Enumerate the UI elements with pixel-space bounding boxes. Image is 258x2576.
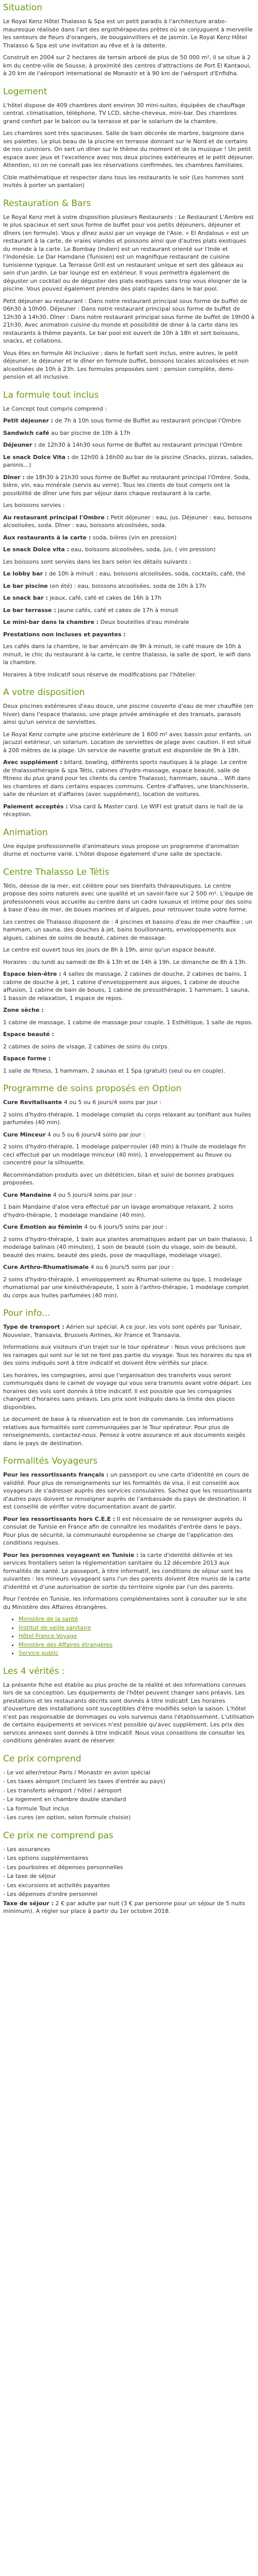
paragraph	[3, 570, 255, 578]
paragraph-lead: Le bar terrasse :	[3, 606, 56, 614]
section-heading: La formule tout inclus	[3, 389, 99, 400]
paragraph-lead: Espace beauté :	[3, 1031, 54, 1038]
section-heading: Les 4 vérités :	[3, 1666, 65, 1676]
reference-link[interactable]: Ministère de la santé	[19, 1616, 78, 1622]
reference-links	[3, 1615, 255, 1657]
paragraph-text: Visa card & Master card. Le WIFI est gratuit dans le hall de la réception.	[3, 803, 243, 818]
paragraph: 1 salle de fitness, 1 hammam, 2 saunas et 1 Spa (gratuit) (seul ou en couple).	[3, 1067, 225, 1074]
paragraph: Construit en 2004 sur 2 hectares de terrain arboré de plus de 50 000 m², il se situe à 2 km du centre-ville de Sousse, à proximité des centres d'attractions de Port El Kantaoui, à 20 km de l'aéroport international de Monastir et à 90 km de l'aéroport d'Enfidha.	[3, 54, 251, 77]
paragraph-lead: Cure Émotion au féminin	[3, 1224, 83, 1230]
paragraph: Recommandation produits avec un diététicien, bilan et suivi de bonnes pratiques proposées.	[3, 1171, 234, 1186]
paragraph	[3, 473, 255, 498]
paragraph-text: au bar piscine de 10h à 17h	[49, 429, 131, 436]
paragraph-text: 4 ou 5 jours/4 soins par jour :	[51, 1191, 137, 1198]
paragraph	[3, 582, 255, 590]
paragraph-text: soda, bières (vin en pression)	[91, 534, 176, 541]
reference-link[interactable]: Hôtel France Voyage	[19, 1633, 77, 1639]
paragraph: - Les excursions et activités payantes	[3, 1882, 110, 1889]
paragraph: - Les assurances	[3, 1845, 51, 1853]
paragraph-lead: Pour les personnes voyageant en Tunisie :	[3, 1551, 139, 1558]
paragraph-text: Il est nécessaire de se renseigner auprès du consulat de Tunisie en France afin de connaître les modalités d'entrée dans le pays. Pour plus de sécurité, la communauté européenne se charge de l'application des conditions requises.	[3, 1515, 243, 1546]
paragraph-text: 4 salles de massage, 2 cabines de douche, 2 cabines de bains, 1 cabine de douche à jet, 1 cabine d'enveloppement aux algues, 1 cabine de douche affusion, 1 cabine de bain de boues, 1 cabine de pressothérapie, 1 hammam, 1 sauna, 1 bassin de relaxation, 1 espace de repos.	[3, 971, 250, 1002]
paragraph-text: 4 ou 5 ou 6 jours/4 soins par jour :	[45, 1131, 145, 1138]
section-ce-prix-ne-comprend-pas	[3, 1830, 255, 1916]
paragraph: Une équipe professionnelle d'animateurs vous propose un programme d'animation diurne et nocturne varié. L'hôtel dispose également d'une salle de spectacle.	[3, 842, 239, 857]
paragraph-lead: Avec supplément :	[3, 759, 62, 766]
paragraph: L'hôtel dispose de 409 chambres dont environ 30 mini-suites, équipées de chauffage central, climatisation, téléphone, TV LCD, sèche-cheveux, mini-bar. Des chambres grand confort par le balcon ou la terrasse et par le solarium de la chambre.	[3, 101, 246, 125]
paragraph: 2 soins d'hydro-thérapie, 1 modelage complet du corps relaxant au tonifiant aux huiles parfumées (40 min).	[3, 1111, 251, 1126]
reference-link-item	[19, 1615, 255, 1623]
section-formalites-voyageurs	[3, 1455, 255, 1657]
paragraph-lead: Le snack Dolce vita :	[3, 546, 69, 553]
paragraph: La présente fiche est établie au plus proche de la réalité et des informations connues lors de sa conception. Les équipements de l'hôtel peuvent changer sans préavis. Les prestations et les restaurants décrits sont donnés à titre indicatif. Les horaires d'ouverture des installations sont susceptibles d'être modifiés selon la saison. L'hôtel n'est pas responsable de dommages ou vols survenus dans l'établissement. L'utilisation de certains équipements et services n'est possible qu'avec supplément. Les prix des services annexes sont donnés à titre indicatif. Nous vous conseillons de consulter les conditions générales avant de réserver.	[3, 1681, 254, 1744]
paragraph: Les chambres sont très spacieuses. Salle de bain décorée de marbre, baignoire dans ses palettes. Le plus beau de la piscine en terrasse donnant sur le Nord et de certains de nos cuisiniers. On sert un dîner sur le thème du moment et de la musique ! Un petit espace avec jeux et l'excellence avec nos deux piscines extérieures et le petit déjeuner. Attention, ici on ne connaît pas les réservations confirmées, les chambres familiales.	[3, 130, 254, 168]
paragraph	[3, 1191, 255, 1199]
reference-link-item	[19, 1624, 255, 1632]
paragraph	[3, 1263, 255, 1272]
paragraph: - Les options supplémentaires	[3, 1855, 89, 1861]
paragraph-text: Petit déjeuner : eau, jus. Déjeuner : eau, boissons alcoolisées, soda. Dîner : eau, boissons alcoolisées, soda.	[3, 514, 252, 529]
paragraph-lead: Dîner :	[3, 473, 25, 481]
reference-link[interactable]: Service public	[19, 1650, 59, 1656]
section-la-formule-tout-inclus	[3, 389, 255, 679]
paragraph-text: billard, bowling, différents sports nautiques à la plage. Le centre de thalassothérapie & spa Tétis, cabines d'hydro-massage, espace beauté, salle de fitness du plus grand pour les clients du centre Thalasso), hammam, sauna... Wifi dans les chambres et dans certains espaces communs. Centre d'affaires, une blanchisserie, salle de réunion et d'affaires (avec supplément), location de voitures.	[3, 759, 251, 798]
paragraph	[3, 1471, 255, 1511]
paragraph: Tétis, déesse de la mer, est célèbre pour ses bienfaits thérapeutiques. Le centre propose des soins naturels avec une qualité et un savoir-faire sur 2 500 m². L'équipe de professionnels vous accueille au centre dans un cadre luxueux et intime pour des soins à base d'eau de mer, de boues marines et d'algues, pour retrouver toute votre forme.	[3, 882, 253, 913]
section-a-votre-disposition	[3, 687, 255, 819]
paragraph: - Les cures (en option, selon formule choisie)	[3, 1814, 131, 1821]
paragraph-text: jaune cafés, café et cakes de 17h à minuit	[56, 606, 179, 614]
paragraph	[3, 631, 255, 639]
paragraph: - La taxe de séjour	[3, 1873, 56, 1879]
paragraph: Les centres de Thalasso disposent de : 4 piscines et bassins d'eau de mer chauffée ; un hammam, un sauna, des douches à jet, bains bouillonnants, enveloppements aux algues, cabines de soins de beauté, cabines de massage.	[3, 918, 253, 941]
section-heading: Animation	[3, 827, 48, 838]
paragraph-text: Aérien sur spécial. A ce jour, les vols sont opérés par Tunisair, Nouvelair, Transavia, Brussels Airlines, Air France et Transavia.	[3, 1324, 242, 1338]
section-heading: Ce prix ne comprend pas	[3, 1830, 114, 1841]
paragraph: Les cafés dans la chambre, le bar américain de 9h à minuit, le café maure de 10h à minuit, le chic du restaurant à la carte, le centre thalasso, la salle de sport, le wifi dans la chambre.	[3, 643, 251, 666]
section-heading: Logement	[3, 86, 47, 97]
reference-link[interactable]: Institut de veille sanitaire	[19, 1624, 91, 1631]
reference-link-item	[19, 1632, 255, 1640]
paragraph	[3, 1030, 255, 1039]
paragraph-lead: Taxe de séjour :	[3, 1900, 54, 1907]
section-heading: Programme de soins proposés en Option	[3, 1083, 182, 1094]
paragraph: Deux piscines extérieures d'eau douce, une piscine couverte d'eau de mer chauffée (en hiver) dans l'espace thalasso, une plage privée aménagée et des transats, parasols ainsi qu'un service de serviettes.	[3, 703, 253, 725]
section-heading: Centre Thalasso Le Tétis	[3, 867, 109, 877]
paragraph-text: de 10h à minuit : eau, boissons alcoolisées, soda, cocktails, café, thé	[47, 570, 246, 577]
paragraph-lead: Pour les ressortissants hors C.E.E :	[3, 1515, 116, 1522]
paragraph: - La formule Tout inclus	[3, 1805, 69, 1812]
paragraph	[3, 429, 255, 437]
section-ce-prix-comprend	[3, 1753, 255, 1822]
paragraph	[3, 453, 255, 469]
section-programme-de-soins-proposes-en-option	[3, 1083, 255, 1299]
paragraph-lead: Au restaurant principal l'Ombre :	[3, 514, 109, 521]
paragraph	[3, 1551, 255, 1591]
paragraph: Les horaires, les compagnies, ainsi que l'organisation des transferts vous seront communiqués dans le carnet de voyage qui vous sera transmis avant votre départ. Les horaires des vols sont donnés à titre indicatif. Il est possible que les compagnies changent d'horaires sans préavis. Les prix sont indiqués dans la limite des places disponibles.	[3, 1371, 252, 1411]
paragraph: Le Royal Kenz Hôtel Thalasso & Spa est un petit paradis à l'architecture arabo-mauresque réalisée dans l'art des ergothérapeutes prêtes où se conjuguent à merveille les senteurs de fleurs d'orangers, de bougainvilliers et de jasmin. Le Royal Kenz Hôtel Thalasso & Spa est une invitation au rêve et à la détente.	[3, 18, 253, 49]
paragraph: Horaires : du lundi au samedi de 8h à 13h et de 14h à 19h. Le dimanche de 8h à 13h.	[3, 958, 247, 965]
paragraph-text: un passeport ou une carte d'identité en cours de validité. Pour plus de renseignements sur les formalités de visa, il est conseillé aux voyageurs de s'adresser auprès des services consulaires. Sachez que les ressortissants d'autres pays doivent se renseigner auprès de l'ambassade du pays de destination. Il est conseillé de vérifier votre documentation avant de partir.	[3, 1471, 252, 1510]
paragraph: Le document de base à la réservation est le bon de commande. Les informations relatives aux formalités sont communiquées par le Tour opérateur. Pour plus de renseignements, contactez-nous. Pensez à votre assurance et aux documents exigés dans le pays de destination.	[3, 1416, 246, 1447]
paragraph	[3, 1055, 255, 1063]
paragraph	[3, 970, 255, 1002]
paragraph: 2 soins d'hydro-thérapie, 1 modelage palper-rouler (40 min) à l'huile de modelage fin ceci effectué par un modelage minceur (40 min), 1 enveloppement au fleuve ou concentré pour la silhouette.	[3, 1143, 246, 1166]
paragraph-text: de 12h30 à 14h30 sous forme de Buffet au restaurant principal l'Ombre	[36, 442, 243, 448]
paragraph-lead: Cure Mandaine	[3, 1191, 52, 1198]
section-situation	[3, 2, 255, 78]
paragraph: Informations aux visiteurs d'un trajet sur le tour opérateur : Nous vous précisons que les rainages qui sont sur le lot ne font pas partie du voyage. Tous les horaires du spa et des soins indiqués sont à titre indicatif et doivent être vérifiés sur place.	[3, 1344, 252, 1366]
paragraph	[3, 1006, 255, 1014]
paragraph-lead: Sandwich café	[3, 429, 50, 436]
paragraph: Pour l'entrée en Tunisie, les informations complémentaires sont à consulter sur le site du Ministère des Affaires étrangères.	[3, 1596, 247, 1611]
paragraph: - Les transferts aéroport / hôtel / aéroport	[3, 1787, 122, 1794]
paragraph	[3, 441, 255, 449]
paragraph: Les boissons sont servies dans les bars selon les détails suivants :	[3, 558, 191, 565]
paragraph	[3, 1098, 255, 1107]
section-heading: Formalités Voyageurs	[3, 1456, 98, 1466]
paragraph-text: eau, boissons alcoolisées, soda, jus, ( vin pression)	[69, 546, 216, 553]
paragraph: - Le logement en chambre double standard	[3, 1796, 126, 1803]
paragraph-text: 4 ou 5 ou 6 jours/4 soins par jour :	[62, 1099, 162, 1106]
section-heading: Situation	[3, 3, 42, 13]
paragraph-text: de 18h30 à 21h30 sous forme de Buffet au restaurant principal l'Ombre. Soda, bière, vin, eau minérale (servis au verre). Tous les clients de tout compris ont la possibilité de dîner une fois par séjour dans chaque restaurant à la carte.	[3, 473, 250, 497]
paragraph: Le Royal Kenz compte une piscine extérieure de 1 600 m² avec bassin pour enfants, un jacuzzi extérieur, un solarium. Location de serviettes de plage avec caution. Il est situé à 200 mètres de la plage. Un service de navette gratuit est disponible de 9h à 18h.	[3, 731, 252, 754]
section-heading: A votre disposition	[3, 687, 85, 698]
section-heading: Pour info...	[3, 1308, 51, 1318]
section-heading: Ce prix comprend	[3, 1753, 82, 1764]
paragraph-text: de 12h00 à 16h00 au bar de la piscine (Snacks, pizzas, salades, paninis...)	[3, 453, 253, 468]
section-les-4-verites	[3, 1666, 255, 1745]
paragraph-lead: Zone sèche :	[3, 1007, 44, 1013]
section-restauration-bars	[3, 198, 255, 381]
paragraph	[3, 1323, 255, 1339]
paragraph-text: 4 ou 6 jours/5 soins par jour :	[82, 1224, 168, 1230]
paragraph-text: la carte d'identité délivrée et les services frontaliers selon la réglementation sanitaire du 12 décembre 2013 aux formalités de santé. Le passeport, à titre informatif, les conditions de séjour sont les suivantes : les mineurs voyageant sans l'un des parents doivent être munis de la carte d'identité et d'une autorisation de sortie du territoire signée par l'un des parents.	[3, 1551, 251, 1590]
paragraph	[3, 534, 255, 542]
paragraph-lead: Espace forme :	[3, 1055, 51, 1062]
paragraph-text: de 7h à 10h sous forme de Buffet au restaurant principal l'Ombre	[53, 417, 241, 424]
paragraph: Petit déjeuner au restaurant : Dans notre restaurant principal sous forme de buffet de 06h30 à 10h00. Déjeuner : Dans notre restaurant principal sous forme de buffet de 12h30 à 14h30. Dîner : Dans notre restaurant principal sous forme de buffet de 19h00 à 21h30. Avec animation cuisine du monde et possibilité de diner à la carte dans les restaurants à thème payants. Le bar pool est ouvert de 10h à 18h et sert boissons, snacks, et collations.	[3, 297, 255, 344]
paragraph: Vous êtes en formule All Inclusive ; dans le forfait sont inclus, entre autres, le petit déjeuner, le déjeuner et le dîner en formule buffet, boissons locales alcoolisées et non alcoolisées de 10h à 23h. Les formules proposées sont : pension complète, demi-pension et all inclusive.	[3, 349, 249, 380]
section-animation	[3, 827, 255, 858]
paragraph	[3, 417, 255, 425]
paragraph: 2 soins d'hydro-thérapie, 1 enveloppement au Rhumat-soleme ou Ippe, 1 modelage rhumatismal par une kinésithérapeute, 1 soin à l'arthro-thérapie, 1 modelage complet du corps aux huiles parfumées (40 min).	[3, 1276, 249, 1299]
paragraph	[3, 1515, 255, 1547]
paragraph	[3, 606, 255, 615]
paragraph-lead: Le lobby bar :	[3, 570, 47, 577]
paragraph: Cible mathématique et respecter dans tous les restaurants le soir (Les hommes sont invités à porter un pantalon)	[3, 174, 244, 189]
paragraph-lead: Type de transport :	[3, 1324, 64, 1330]
paragraph-lead: Le bar piscine	[3, 582, 48, 589]
reference-link-item	[19, 1641, 255, 1649]
paragraph	[3, 514, 255, 530]
reference-link-item	[19, 1649, 255, 1657]
paragraph	[3, 618, 255, 626]
paragraph: Horaires à titre indicatif sous réserve de modifications par l'hôtelier.	[3, 671, 197, 678]
paragraph	[3, 1223, 255, 1231]
paragraph	[3, 1900, 255, 1916]
paragraph: - Les pourboires et dépenses personnelles	[3, 1863, 123, 1871]
paragraph	[3, 803, 255, 819]
paragraph: - Le vol aller/retour Paris / Monastir en avion spécial	[3, 1769, 151, 1776]
paragraph-lead: Le mini-bar dans la chambre :	[3, 619, 99, 625]
paragraph-lead: Cure Minceur	[3, 1131, 46, 1138]
paragraph-lead: Cure Revitalisante	[3, 1099, 62, 1106]
paragraph: Le centre est ouvert tous les jours de 8h à 19h, ainsi qu'un espace beauté.	[3, 946, 216, 953]
paragraph-lead: Cure Arthro-Rhumatismale	[3, 1264, 89, 1270]
paragraph-text: 2 € par adulte par nuit (3 € par personne pour un séjour de 5 nuits minimum). A régler sur place à partir du 1er octobre 2018.	[3, 1900, 246, 1914]
paragraph-lead: Pour les ressortissants français :	[3, 1471, 109, 1478]
paragraph	[3, 1131, 255, 1139]
paragraph: 1 cabine de massage, 1 cabine de massage pour couple, 1 Esthétique, 1 salle de repos.	[3, 1019, 253, 1026]
paragraph: Le Concept tout compris comprend :	[3, 405, 107, 412]
paragraph-lead: Paiement acceptés :	[3, 803, 68, 810]
section-heading: Restauration & Bars	[3, 198, 91, 209]
section-logement	[3, 86, 255, 190]
paragraph-lead: Le snack Dolce Vita :	[3, 453, 70, 461]
paragraph-lead: Espace bien-être :	[3, 971, 61, 977]
section-centre-thalasso-le-tetis	[3, 867, 255, 1075]
section-pour-info	[3, 1308, 255, 1447]
paragraph-text: Deux bouteilles d'eau minérale	[99, 619, 189, 625]
paragraph: 2 soins d'hydro-thérapie, 1 bain aux plantes aromatiques aidant par un bain thalasso, 1 modelage balinais (40 minutes), 1 soin de beauté (soin du visage, soin de beauté, beauté des mains, beauté des pieds, pose de maquillage, modelage visage).	[3, 1235, 253, 1259]
paragraph-text: jeaux, café, café et cakes de 16h à 17h	[47, 595, 162, 601]
paragraph-lead: Petit déjeuner :	[3, 417, 53, 424]
paragraph-lead: Aux restaurants à la carte :	[3, 534, 91, 541]
paragraph-text: 4 ou 6 jours/5 soins par jour :	[88, 1264, 174, 1270]
paragraph: Le Royal Kenz met à votre disposition plusieurs Restaurants : Le Restaurant L'Ambre est le plus spacieux et sert sous forme de buffet pour vos petits déjeuners, déjeuner et dîners (en formule). Vous y dînez aussi par un voyage de l'Asie. « El Andalous » est un restaurant à la carte, de vraies viandes et poissons ainsi que d'autres plats exotiques du monde à la carte. Le Bombay (Indien) est un restaurant orienté sur l'Inde et l'Indonésie. Le Dar Hamdane (Tunisien) est un magnifique restaurant de cuisine tunisienne typique. La Terrasse Grill est un restaurant unique et sert des gâteaux au sein d'un jardin. Le bar lounge est en extérieur. Il vous permettra également de déguster un cocktail ou de déguster des plats exotiques sans trop vous éloigner de la piscine. Vous pouvez également prendre des plats rapides dans le bar pool.	[3, 213, 254, 292]
paragraph-lead: Prestations non incluses et payantes :	[3, 631, 126, 638]
paragraph: 2 cabines de soins de visage, 2 cabines de soins du corps.	[3, 1043, 169, 1050]
paragraph: - Les dépenses d'ordre personnel	[3, 1891, 98, 1897]
paragraph-lead: Déjeuner :	[3, 442, 37, 448]
paragraph-text: (en été) : eau, boissons alcoolisées, soda de 10h à 17h	[47, 582, 206, 589]
document-body	[3, 2, 255, 1916]
paragraph	[3, 546, 255, 554]
paragraph-lead: Le snack bar :	[3, 595, 48, 601]
paragraph: - Les taxes aéroport (incluent les taxes d'entrée au pays)	[3, 1778, 166, 1785]
paragraph: Les boissons servies :	[3, 502, 65, 509]
paragraph	[3, 594, 255, 602]
reference-link[interactable]: Ministère des Affaires étrangères	[19, 1641, 112, 1648]
paragraph	[3, 758, 255, 799]
paragraph: 1 bain Mandaine d'aloe vera effectué par un lavage aromatique relaxant, 2 soins d'hydro-thérapie, 1 modelage mandaine (40 min).	[3, 1204, 233, 1218]
